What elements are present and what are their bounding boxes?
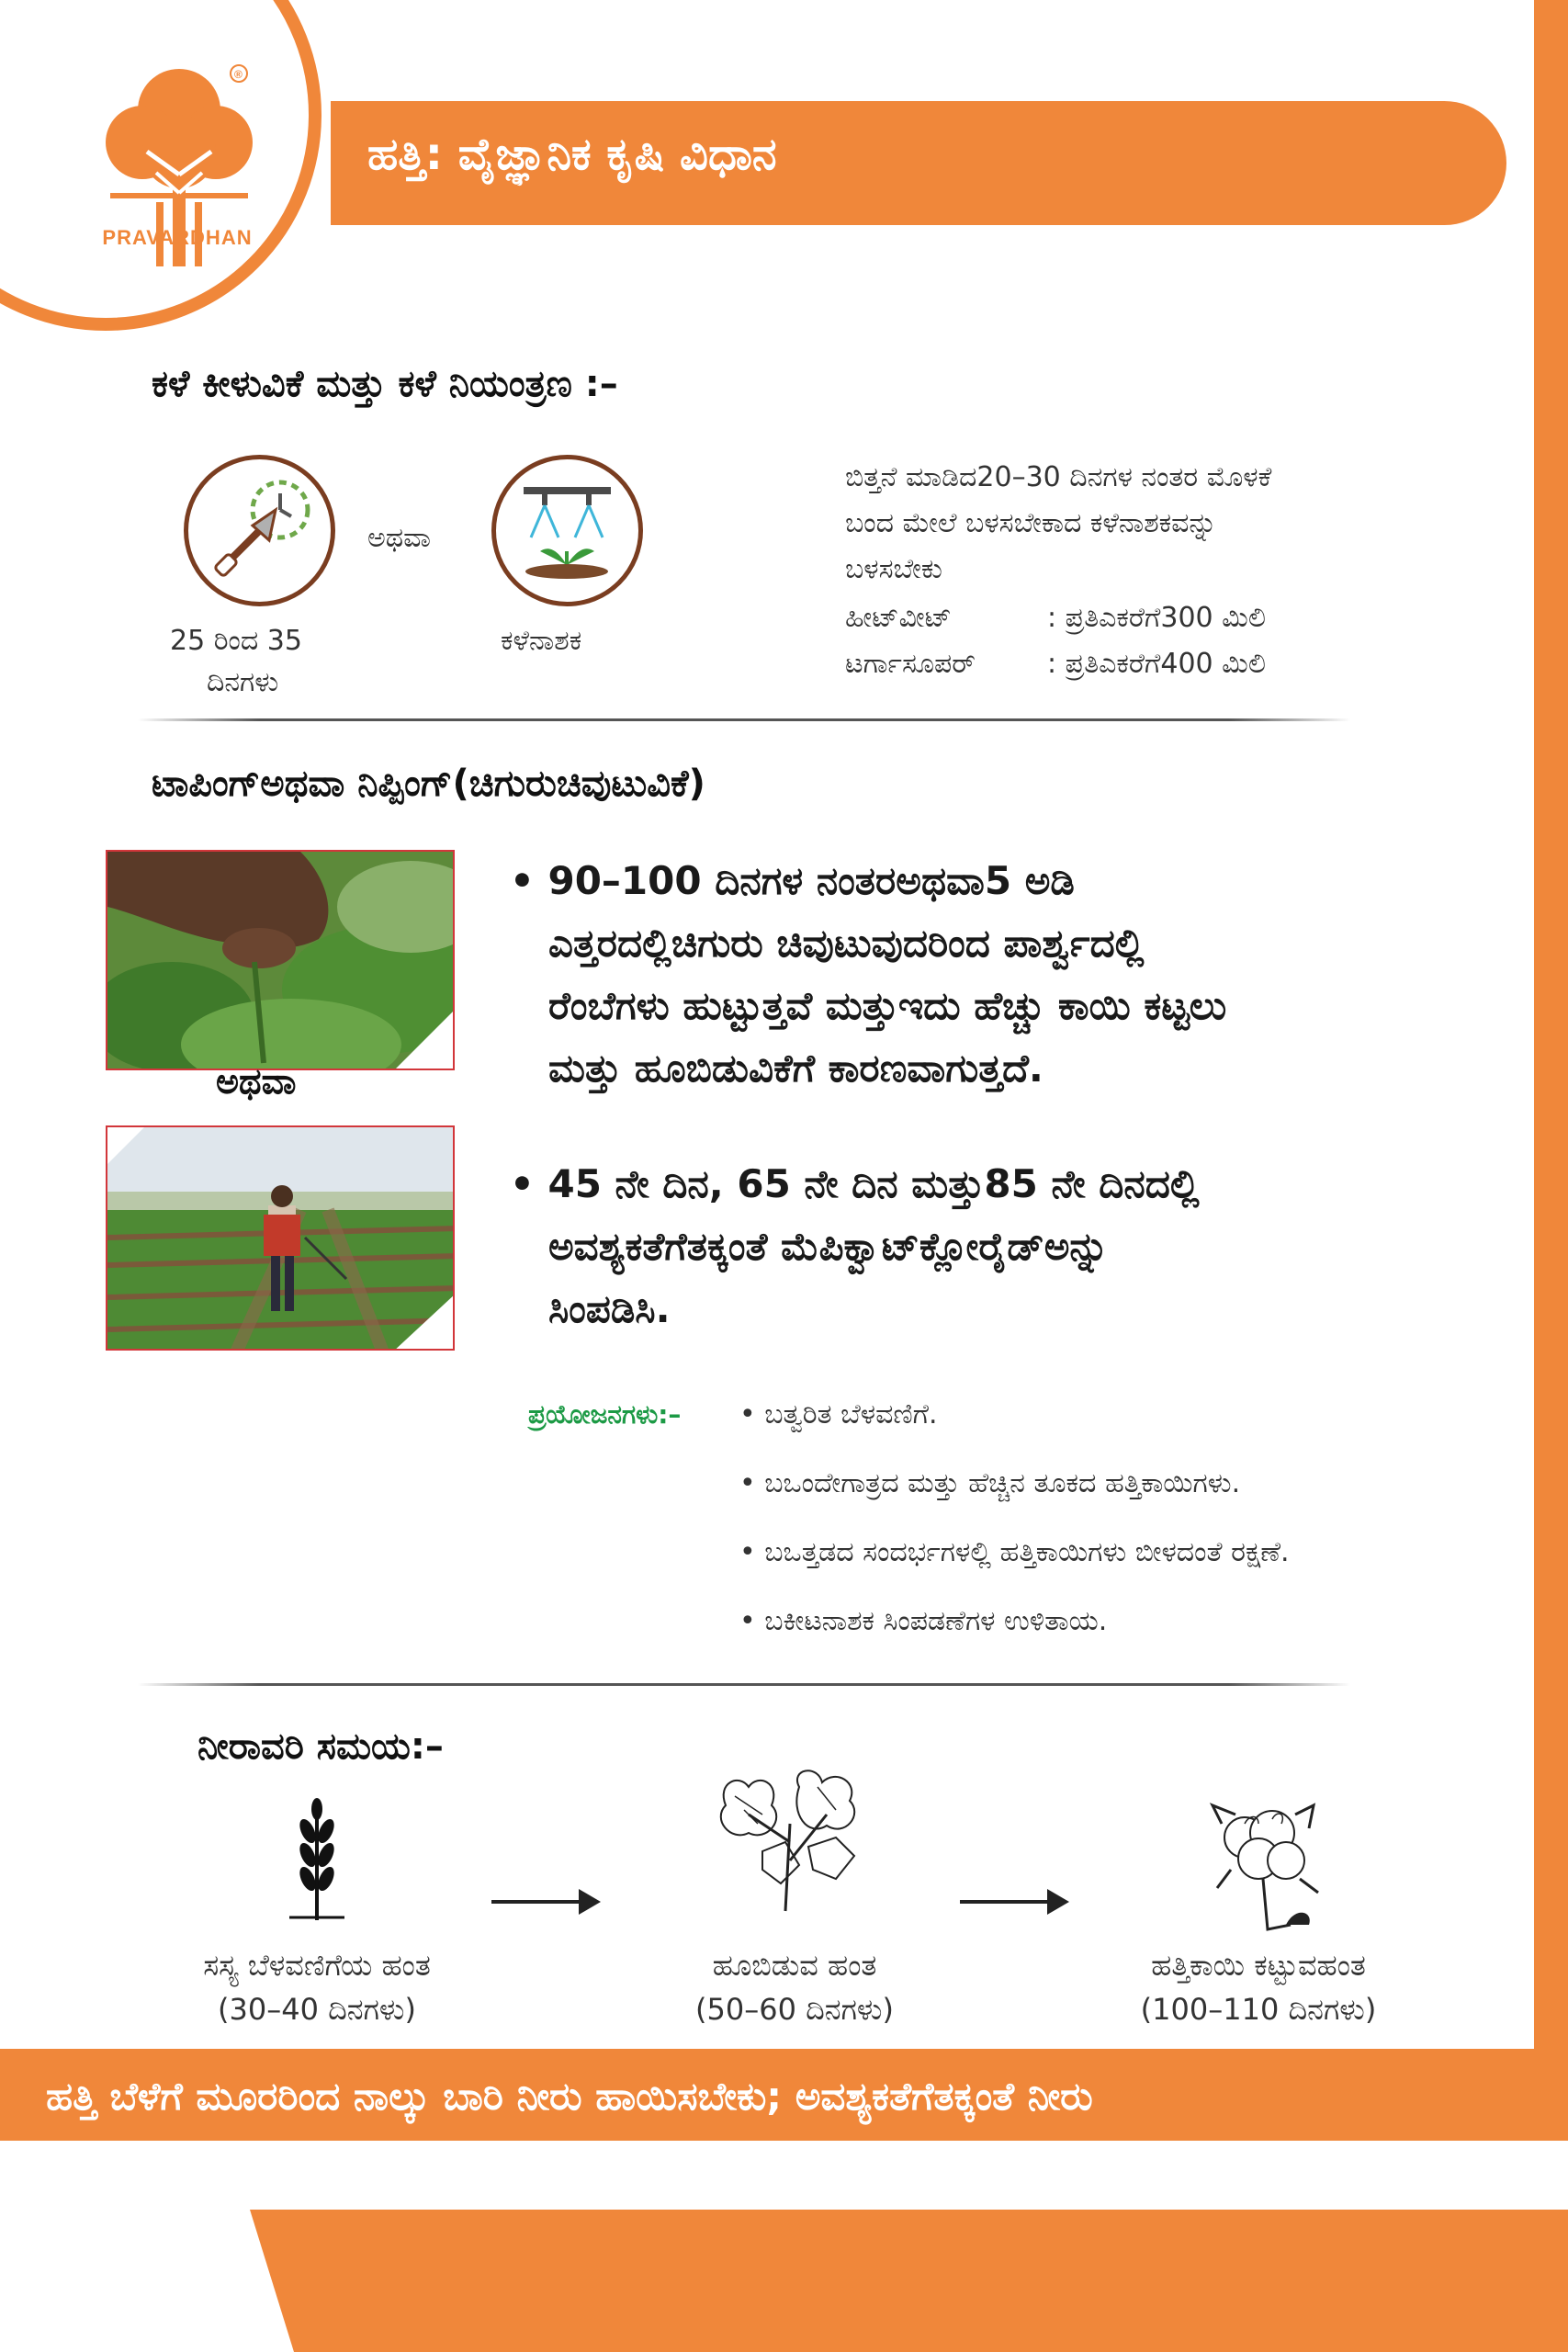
weed-section-heading: ಕಳೆ ಕೀಳುವಿಕೆ ಮತ್ತು ಕಳೆ ನಿಯಂತ್ರಣ :– [152,363,618,405]
benefit-item: • ಬಒತ್ತಡದ ಸಂದರ್ಭಗಳಲ್ಲಿ ಹತ್ತಿಕಾಯಿಗಳು ಬೀಳದಂತೆ ರಕ್ಷಣೆ. [739,1536,1290,1568]
spraying-photo [106,1125,455,1351]
benefit-item: • ಬಒಂದೇಗಾತ್ರದ ಮತ್ತು ಹೆಚ್ಚಿನ ತೂಕದ ಹತ್ತಿಕಾಯಿಗಳು. [739,1467,1241,1499]
topping-section-heading: ಟಾಪಿಂಗ್‌ಅಥವಾ ನಿಪ್ಪಿಂಗ್(ಚಿಗುರುಚಿವುಟುವಿಕೆ) [152,763,705,805]
section-divider [138,1683,1350,1686]
herbicide-spray-icon [491,455,643,606]
topping-bullet-2: • 45 ನೇ ದಿನ, 65 ನೇ ದಿನ ಮತ್ತು85 ನೇ ದಿನದಲ್ಲಿ ಅವಶ್ಯಕತೆಗೆತಕ್ಕಂತೆ ಮೆಪಿಕ್ವಾಟ್‌ಕ್ಲೋರೈಡ್‌ಅನ್ನು ಸಿಂಪಡಿಸಿ. [510,1161,1200,1331]
bottom-white-notch [0,2210,294,2352]
benefits-label: ಪ್ರಯೋಜನಗಳು:– [528,1399,682,1430]
cotton-flower-icon [698,1769,882,1916]
benefit-item: • ಬತ್ವರಿತ ಬೆಳವಣಿಗೆ. [739,1398,938,1430]
stage-arrow-icon [960,1900,1066,1904]
page-title: ಹತ್ತಿ: ವೈಜ್ಞಾನಿಕ ಕೃಷಿ ವಿಧಾನ [367,129,777,180]
dose1-value: : ಪ್ರತಿಎಕರೆಗೆ300 ಮಿಲಿ [1047,602,1266,634]
topping-bullet-1: • 90–100 ದಿನಗಳ ನಂತರಅಥವಾ5 ಅಡಿ ಎತ್ತರದಲ್ಲಿಚಿಗುರು ಚಿವುಟುವುದರಿಂದ ಪಾರ್ಶ್ವದಲ್ಲಿ ರೆಂಬೆಗಳು ಹುಟ್ಟುತ್ತವೆ ಮತ್ತುಇದು ಹೆಚ್ಚು ಕಾಯಿ ಕಟ್ಟಲು ಮತ್ತು ಹೂಬಿಡುವಿಕೆಗೆ ಕಾರಣವಾಗುತ್ತದೆ. [510,858,1227,1091]
dose2-value: : ಪ್ರತಿಎಕರೆಗೆ400 ಮಿಲಿ [1047,648,1266,680]
footer-text: ಹತ್ತಿ ಬೆಳೆಗೆ ಮೂರರಿಂದ ನಾಲ್ಕು ಬಾರಿ ನೀರು ಹಾಯಿಸಬೇಕು; ಅವಶ್ಯಕತೆಗೆತಕ್ಕಂತೆ ನೀರು [46,2074,1093,2119]
weeding-days-unit: ದಿನಗಳು [207,666,279,698]
stage-arrow-icon [491,1900,597,1904]
nipping-photo [106,850,455,1070]
stage-label-boll-formation: ಹತ್ತಿಕಾಯಿ ಕಟ್ಟುವಹಂತ (100–110 ದಿನಗಳು) [1140,1948,1377,2027]
weeding-tool-icon [184,455,335,606]
herbicide-info: ಬಿತ್ತನೆ ಮಾಡಿದ20–30 ದಿನಗಳ ನಂತರ ಮೊಳಕೆ ಬಂದ ಮೇಲೆ ಬಳಸಬೇಕಾದ ಕಳೆನಾಶಕವನ್ನು ಬಳಸಬೇಕು [845,461,1272,585]
dose2-name: ಟರ್ಗಾಸೂಪರ್ [845,648,976,680]
irrigation-section-heading: ನೀರಾವರಿ ಸಮಯ:– [197,1725,444,1768]
logo-text: PRAVARDHAN [102,226,253,249]
dose1-name: ಹೀಟ್‌ವೀಟ್ [845,602,952,634]
photo-or-label: ಅಥವಾ [216,1061,297,1102]
benefit-item: • ಬಕೀಟನಾಶಕ ಸಿಂಪಡಣೆಗಳ ಉಳಿತಾಯ. [739,1605,1108,1637]
cotton-boll-icon [1194,1787,1332,1934]
section-divider [138,718,1350,721]
wheat-stalk-icon [280,1796,354,1925]
weeding-days-caption: 25 ರಿಂದ 35 [170,625,302,657]
stage-label-flowering: ಹೂಬಿಡುವ ಹಂತ (50–60 ದಿನಗಳು) [695,1948,894,2027]
herbicide-caption: ಕಳೆನಾಶಕ [501,625,582,657]
stage-label-vegetative: ಸಸ್ಯ ಬೆಳವಣಿಗೆಯ ಹಂತ (30–40 ದಿನಗಳು) [203,1948,431,2027]
registered-mark: ® [234,68,243,81]
or-label: ಅಥವಾ [367,522,431,554]
dose-table [845,595,1266,687]
bottom-white-strip [0,2141,1568,2210]
